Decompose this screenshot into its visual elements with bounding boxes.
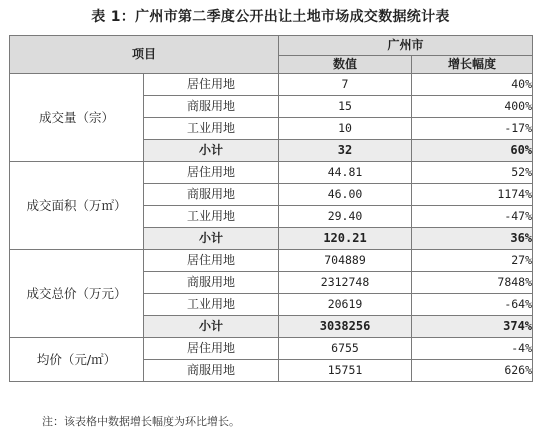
subtotal-value: 3038256 — [279, 316, 412, 338]
header-value: 数值 — [279, 56, 412, 74]
header-item: 项目 — [10, 36, 279, 74]
subtotal-growth: 36% — [412, 228, 533, 250]
subtotal-label: 小计 — [144, 228, 279, 250]
land-type: 居住用地 — [144, 250, 279, 272]
growth-cell: -4% — [412, 338, 533, 360]
header-growth: 增长幅度 — [412, 56, 533, 74]
growth-cell: 27% — [412, 250, 533, 272]
subtotal-growth: 374% — [412, 316, 533, 338]
table-row — [10, 338, 533, 360]
table-footnote: 注：该表格中数据增长幅度为环比增长。 — [42, 415, 240, 428]
value-cell: 20619 — [279, 294, 412, 316]
value-cell: 6755 — [279, 338, 412, 360]
subtotal-growth: 60% — [412, 140, 533, 162]
value-cell: 10 — [279, 118, 412, 140]
land-type: 工业用地 — [144, 206, 279, 228]
land-type: 商服用地 — [144, 96, 279, 118]
growth-cell: 40% — [412, 74, 533, 96]
header-row — [10, 36, 533, 56]
group-label: 均价（元/㎡） — [10, 338, 144, 382]
land-type: 居住用地 — [144, 74, 279, 96]
growth-cell: -47% — [412, 206, 533, 228]
value-cell: 2312748 — [279, 272, 412, 294]
land-type: 居住用地 — [144, 162, 279, 184]
growth-cell: 626% — [412, 360, 533, 382]
group-label: 成交量（宗） — [10, 74, 144, 162]
group-label: 成交面积（万㎡） — [10, 162, 144, 250]
value-cell: 7 — [279, 74, 412, 96]
table-title: 表 1：广州市第二季度公开出让土地市场成交数据统计表 — [91, 9, 450, 25]
value-cell: 46.00 — [279, 184, 412, 206]
table-row — [10, 162, 533, 184]
value-cell: 15 — [279, 96, 412, 118]
value-cell: 15751 — [279, 360, 412, 382]
subtotal-value: 120.21 — [279, 228, 412, 250]
growth-cell: -17% — [412, 118, 533, 140]
land-type: 工业用地 — [144, 294, 279, 316]
growth-cell: 1174% — [412, 184, 533, 206]
subtotal-label: 小计 — [144, 140, 279, 162]
land-type: 居住用地 — [144, 338, 279, 360]
value-cell: 704889 — [279, 250, 412, 272]
table-row — [10, 250, 533, 272]
value-cell: 29.40 — [279, 206, 412, 228]
growth-cell: 400% — [412, 96, 533, 118]
growth-cell: -64% — [412, 294, 533, 316]
land-type: 商服用地 — [144, 272, 279, 294]
header-city: 广州市 — [279, 36, 533, 56]
land-type: 商服用地 — [144, 360, 279, 382]
subtotal-value: 32 — [279, 140, 412, 162]
growth-cell: 52% — [412, 162, 533, 184]
table-row — [10, 74, 533, 96]
land-type: 工业用地 — [144, 118, 279, 140]
land-transaction-table — [9, 35, 533, 382]
group-label: 成交总价（万元） — [10, 250, 144, 338]
growth-cell: 7848% — [412, 272, 533, 294]
land-type: 商服用地 — [144, 184, 279, 206]
value-cell: 44.81 — [279, 162, 412, 184]
subtotal-label: 小计 — [144, 316, 279, 338]
